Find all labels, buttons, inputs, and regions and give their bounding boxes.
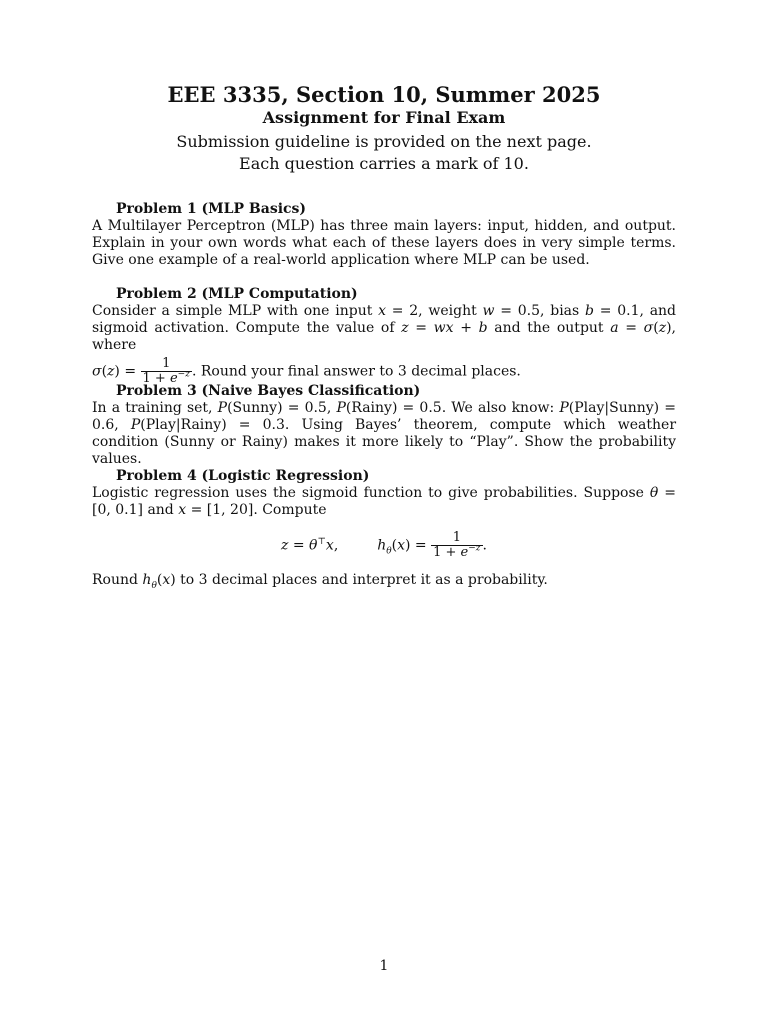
marks-note: Each question carries a mark of 10. [239,154,529,173]
problem-4-text-start: Logistic regression uses the sigmoid function to give probabilities. Suppose [92,485,650,501]
problem-2-text-start: Consider a simple MLP with one input [92,303,379,319]
problem-4-tail-start: Round [92,572,143,588]
problem-1-heading: Problem 1 (MLP Basics) [116,201,307,217]
problem-2-text-end: . Round your final answer to 3 decimal places. [191,363,521,380]
problem-3-heading: Problem 3 (Naive Bayes Classification) [116,383,421,399]
page-number: 1 [379,958,389,974]
problem-1-body: A Multilayer Perceptron (MLP) has three main layers: input, hidden, and output. Explain in your own words what each of these layers does in very simple terms. Give one example of a real-world application where MLP can be used. [92,218,676,268]
submission-note: Submission guideline is provided on the next page. [176,132,592,151]
document-title: EEE 3335, Section 10, Summer 2025 [167,82,601,107]
logistic-fraction: $\frac{1}{1 + e^{-z}}$ [433,530,481,560]
problem-3-body: In a training set, P(Sunny) = 0.5, P(Rainy) = 0.5. We also know: P(Play|Sunny) = 0.6, P(Play|Rainy) = 0.3. Using Bayes’ theorem, compute which weather condition (Sunny or Rainy) makes it more likely to “Play”. Show the probability values. [92,400,677,467]
document-subtitle: Assignment for Final Exam [262,108,506,127]
sigmoid-fraction: $\frac{1}{1 + e^{-z}}$ [142,356,190,386]
problem-2 [92,286,676,386]
problem-4 [92,468,676,589]
problem-4-tail: Round $h_\theta(x)$ to 3 decimal places and interpret it as a probability. [92,572,548,591]
problem-1 [92,201,676,269]
problem-4-heading: Problem 4 (Logistic Regression) [116,468,370,484]
problem-3-text: Using Bayes’ theorem, compute which weather condition (Sunny or Rainy) makes it more likely to “Play”. Show the probability values. [92,417,677,467]
problem-4-tail-end: to 3 decimal places and interpret it as a probability. [175,572,548,588]
problem-4-body: Logistic regression uses the sigmoid function to give probabilities. Suppose θ = [0, 0.1] and x = [1, 20]. Compute [92,485,676,518]
problem-3 [92,383,676,468]
problem-2-heading: Problem 2 (MLP Computation) [116,286,358,302]
problem-2-body: Consider a simple MLP with one input x = 2, weight w = 0.5, bias b = 0.1, and sigmoid activation. Compute the value of z = wx + b and the output a = σ(z), where σ(z) = $\frac{1}{1 + e^{-z}}$ . Round your final answer to 3 decimal places. [92,303,677,386]
logistic-equation: z = θ⊤x, $h_\theta(x)$ = $\frac{1}{1 + e^{-z}}$ . [280,530,487,560]
